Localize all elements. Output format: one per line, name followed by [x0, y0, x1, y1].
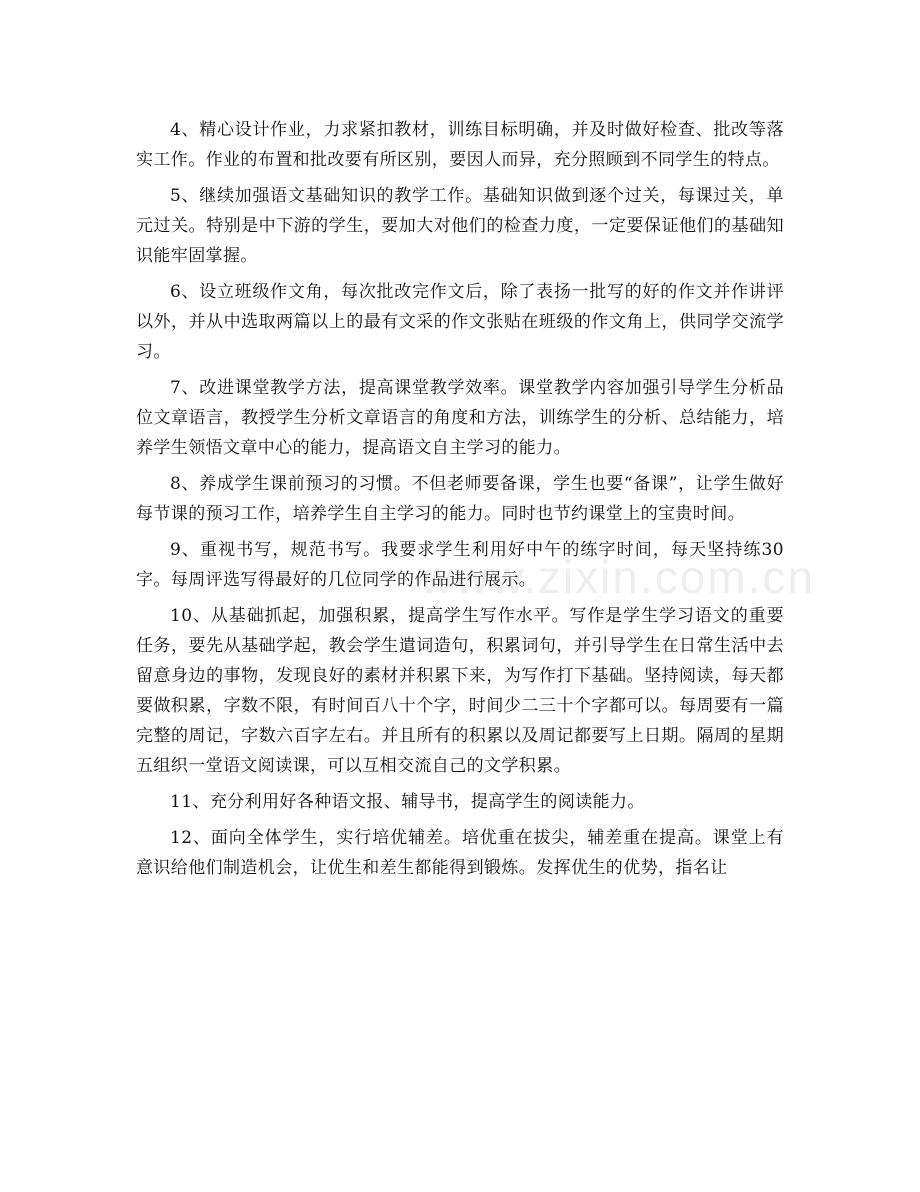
document-body: [136, 115, 784, 889]
paragraph-item-7: 7、改进课堂教学方法，提高课堂教学效率。课堂教学内容加强引导学生分析品位文章语言，教授学生分析文章语言的角度和方法，训练学生的分析、总结能力，培养学生领悟文章中心的能力，提高语文自主学习的能力。: [136, 378, 784, 458]
paragraph-item-5: 5、继续加强语文基础知识的教学工作。基础知识做到逐个过关，每课过关，单元过关。特别是中下游的学生，要加大对他们的检查力度，一定要保证他们的基础知识能牢固掌握。: [136, 186, 784, 266]
paragraph-item-8: 8、养成学生课前预习的习惯。不但老师要备课，学生也要“备课”，让学生做好每节课的预习工作，培养学生自主学习的能力。同时也节约课堂上的宝贵时间。: [136, 474, 784, 524]
paragraph-item-6: 6、设立班级作文角，每次批改完作文后，除了表扬一批写的好的作文并作讲评以外，并从中选取两篇以上的最有文采的作文张贴在班级的作文角上，供同学交流学习。: [136, 282, 784, 362]
watermark-text: www.zixin.com.cn: [420, 551, 815, 603]
paragraph-item-12: 12、面向全体学生，实行培优辅差。培优重在拔尖，辅差重在提高。课堂上有意识给他们制造机会，让优生和差生都能得到锻炼。发挥优生的优势，指名让: [136, 828, 784, 878]
paragraph-item-4: 4、精心设计作业，力求紧扣教材，训练目标明确，并及时做好检查、批改等落实工作。作业的布置和批改要有所区别，要因人而异，充分照顾到不同学生的特点。: [136, 120, 784, 170]
paragraph-item-11: 11、充分利用好各种语文报、辅导书，提高学生的阅读能力。: [170, 792, 645, 812]
paragraph-item-9: 9、重视书写，规范书写。我要求学生利用好中午的练字时间，每天坚持练30字。每周评选写得最好的几位同学的作品进行展示。: [136, 540, 784, 590]
paragraph-item-10: 10、从基础抓起，加强积累，提高学生写作水平。写作是学生学习语文的重要任务，要先从基础学起，教会学生遣词造句，积累词句，并引导学生在日常生活中去留意身边的事物，发现良好的素材并积累下来，为写作打下基础。坚持阅读，每天都要做积累，字数不限，有时间百八十个字，时间少二三十个字都可以。每周要有一篇完整的周记，字数六百字左右。并且所有的积累以及周记都要写上日期。隔周的星期五组织一堂语文阅读课，可以互相交流自己的文学积累。: [136, 606, 784, 776]
